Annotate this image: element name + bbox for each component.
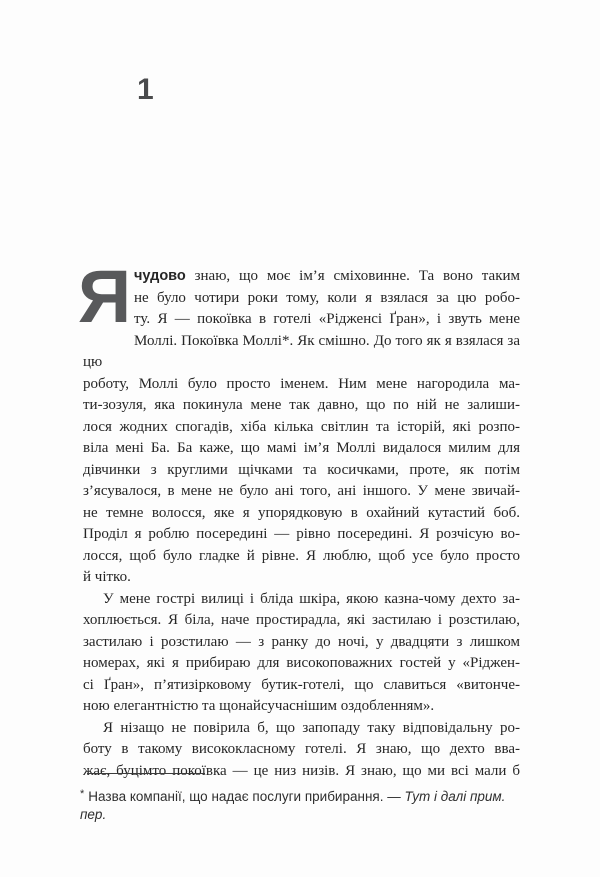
text-line: лося жодних спогадів, хіба кілька світлин та історій, які розпо- — [83, 418, 520, 435]
chapter-number: 1 — [137, 73, 154, 106]
text-line: не було чотири роки тому, коли я взялася за цю робо- — [134, 289, 520, 306]
text-line: У мене гострі вилиці і бліда шкіра, якою казна-чому дехто за- — [103, 590, 520, 607]
text-line: віла мені Ба. Ба каже, що мамі ім’я Моллі видалося милим для — [83, 440, 520, 456]
text-line: ною елегантністю та щонайсучаснішим оздобленням». — [83, 698, 435, 714]
text-line — [83, 266, 520, 288]
text-line: лосся, щоб було гладке й рівне. Я люблю, щоб усе було просто — [83, 547, 520, 564]
text-line: Я нізащо не повірила б, що запопаду таку відповідальну ро- — [103, 719, 520, 736]
text-line: з’ясувалося, в мене не було ані того, ані іншого. У мене звичай- — [83, 483, 520, 499]
footnote-divider — [87, 773, 205, 774]
paragraph-1 — [78, 255, 521, 589]
footnote-text: Назва компанії, що надає послуги прибирання. — — [88, 789, 405, 804]
text-line: боту в такому висококласному готелі. Я знаю, що дехто вва- — [83, 741, 520, 757]
text-line: сі Ґран», п’ятизірковому бутик-готелі, що славиться «витонче- — [83, 676, 520, 693]
footnote-italic-text: Тут і далі прим. пер. — [80, 789, 506, 822]
text-line: не темне волосся, яке я упорядковую в охайний кутастий боб. — [83, 504, 520, 521]
text-line: й чітко. — [83, 569, 131, 585]
text-line: застилаю і розстилаю — з ранку до ночі, у двадцяти з лишком — [83, 633, 520, 650]
text-line: ти-зозуля, яка покинула мене так давно, що по ній не залиши- — [83, 397, 520, 413]
text-line: роботу, Моллі було просто іменем. Ним мене нагородила ма- — [83, 375, 520, 392]
text-block — [78, 255, 521, 782]
paragraph-2 — [83, 589, 520, 718]
line-text: знаю, що моє ім’я сміховинне. Та воно таким — [194, 268, 521, 284]
footnote-marker: * — [80, 788, 85, 800]
text-line: дівчинки з круглими щічками та косичками, проте, як потім — [83, 461, 520, 478]
text-line: хоплюється. Я біла, наче простирадла, які застилаю і розстилаю, — [83, 612, 520, 628]
lead-bold-word: чудово — [134, 268, 186, 284]
drop-cap-letter: Я — [78, 255, 132, 338]
text-line: ту. Я — покоївка в готелі «Рідженсі Ґран», і звуть мене — [134, 311, 520, 327]
text-line: номерах, які я прибираю для високоповажних гостей у «Ріджен- — [83, 655, 520, 671]
text-line: жає, буцімто покоївка — це низ низів. Я знаю, що ми всі мали б — [83, 762, 520, 779]
footnote — [80, 785, 510, 824]
text-line: Проділ я роблю посередині — рівно посередині. Я розчісую во- — [83, 526, 520, 542]
text-line: Моллі. Покоївка Моллі*. Як смішно. До того як я взялася за цю — [83, 332, 520, 370]
